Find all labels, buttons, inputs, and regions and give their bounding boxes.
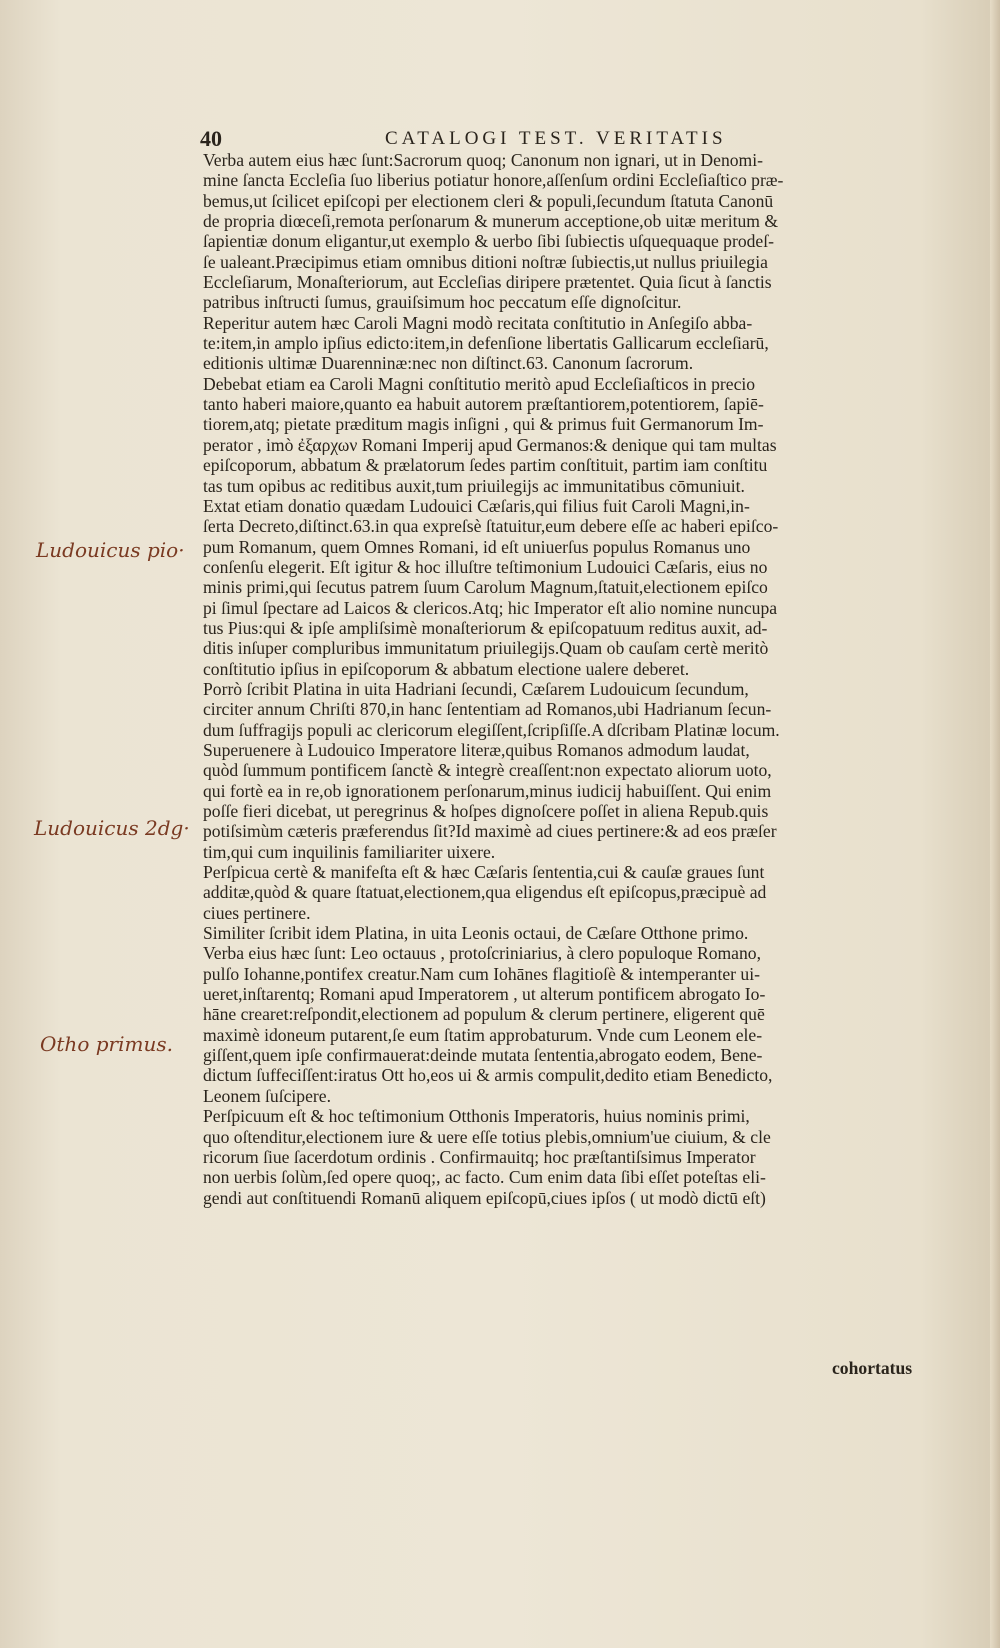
text-line: ſerta Decreto,diſtinct.63.in qua expreſsè ſtatuitur,eum debere eſſe ac haberi epiſco- [203,516,779,537]
margin-note-otho-primus: Otho primus. [40,1032,173,1056]
text-line: Verba eius hæc ſunt: Leo octauus , protoſcriniarius, à clero populoque Romano, [203,943,761,964]
text-line: Leonem ſuſcipere. [203,1085,331,1106]
text-line: perator , imò ἐξαρχων Romani Imperij apud Germanos:& denique qui tam multas [203,434,777,455]
text-line: dum ſuffragijs populi ac clericorum elegiſſent,ſcripſiſſe.A dſcribam Platinæ locum. [203,719,780,740]
text-line: editionis ultimæ Duarenninæ:nec non diſtinct.63. Canonum ſacrorum. [203,353,694,374]
text-line: maximè idoneum putarent,ſe eum ſtatim approbaturum. Vnde cum Leonem ele- [203,1024,763,1045]
text-line: mine ſancta Eccleſia ſuo liberius potiatur honore,aſſenſum ordini Eccleſiaſtico præ- [203,170,784,191]
text-line: conſtitutio ipſius in epiſcoporum & abbatum electione ualere deberet. [203,658,690,679]
text-line: ditis inſuper compluribus immunitatum priuilegijs.Quam ob cauſam certè meritò [203,638,769,659]
text-line: pulſo Iohanne,pontifex creatur.Nam cum Iohānes flagitioſè & intemperanter ui- [203,963,760,984]
text-line: ricorum ſiue ſacerdotum ordinis . Confirmauitq; hoc præſtantiſsimus Imperator [203,1146,756,1167]
text-line: tanto haberi maiore,quanto ea habuit autorem præſtantiorem,potentiorem, ſapiē- [203,394,764,415]
text-line: qui fortè ea in re,ob ignorationem perſonarum,minus iudicij habuiſſent. Qui enim [203,780,772,801]
text-line: minis primi,qui ſecutus patrem ſuum Carolum Magnum,ſtatuit,electionem epiſco [203,577,768,598]
text-line: pi ſimul ſpectare ad Laicos & clericos.Atq; hic Imperator eſt alio nomine nuncupa [203,597,778,618]
text-line: Debebat etiam ea Caroli Magni conſtitutio meritò apud Eccleſiaſticos in precio [203,373,756,394]
text-line: Reperitur autem hæc Caroli Magni modò recitata conſtitutio in Anſegiſo abba- [203,312,753,333]
text-line: de propria diœceſi,remota perſonarum & munerum acceptione,ob uitæ meritum & [203,211,779,232]
text-line: additæ,quòd & quare ſtatuat,electionem,qua eligendus eſt epiſcopus,præcipuè ad [203,882,767,903]
text-line: Porrò ſcribit Platina in uita Hadriani ſecundi, Cæſarem Ludouicum ſecundum, [203,678,749,699]
text-line: tas tum opibus ac reditibus auxit,tum priuilegijs ac immunitatibus cōmuniuit. [203,475,745,496]
page-edge [990,0,1000,1648]
text-line: bemus,ut ſcilicet epiſcopi per electionem cleri & populi,ſecundum ſtatuta Canonū [203,190,774,211]
text-line: dictum ſuffeciſſent:iratus Ott ho,eos ui & armis compulit,dedito etiam Benedicto, [203,1065,773,1086]
text-line: ſapientiæ donum eligantur,ut exemplo & uerbo ſibi ſubiectis uſquequaque prodeſ- [203,231,774,252]
text-line: quo oſtenditur,electionem iure & uere eſſe totius plebis,omnium'ue ciuium, & cle [203,1126,771,1147]
text-line: Eccleſiarum, Monaſteriorum, aut Eccleſias diripere prætentet. Quia ſicut à ſanctis [203,272,772,293]
text-line: poſſe fieri dicebat, ut peregrinus & hoſpes dignoſcere poſſet in aliena Repub.quis [203,801,769,821]
margin-note-ludovicus-secundus: Ludouicus 2dg· [34,816,190,840]
running-head: CATALOGI TEST. VERITATIS [385,128,727,149]
page-number: 40 [200,126,222,151]
text-line: giſſent,quem ipſe confirmauerat:deinde mutata ſententia,abrogato eodem, Bene- [203,1045,763,1066]
text-line: Verba autem eius hæc ſunt:Sacrorum quoq; Canonum non ignari, ut in Denomi- [203,150,763,170]
text-line: gendi aut conſtituendi Romanū aliquem epiſcopū,ciues ipſos ( ut modò dictū eſt) [203,1187,766,1208]
text-line: tus Pius:qui & ipſe ampliſsimè monaſteriorum & epiſcopatuum reditus auxit, ad- [203,617,768,638]
text-line: circiter annum Chriſti 870,in hanc ſententiam ad Romanos,ubi Hadrianum ſecun- [203,699,772,720]
text-line: tim,qui cum inquilinis familiariter uixere. [203,841,496,862]
text-line: non uerbis ſolùm,ſed opere quoq;, ac facto. Cum enim data ſibi eſſet poteſtas eli- [203,1167,766,1188]
text-line: pum Romanum, quem Omnes Romani, id eſt uniuerſus populus Romanus uno [203,536,751,557]
margin-note-ludovicus-pius: Ludouicus pio· [36,538,185,562]
text-line: ciues pertinere. [203,902,311,923]
text-line: quòd ſummum pontificem ſanctè & integrè creaſſent:non expectato aliorum uoto, [203,760,772,781]
text-line: Similiter ſcribit idem Platina, in uita Leonis octaui, de Cæſare Otthone primo. [203,923,749,944]
text-line: epiſcoporum, abbatum & prælatorum ſedes partim conſtituit, partim iam conſtitu [203,455,768,476]
text-line: ſe ualeant.Præcipimus etiam omnibus ditioni noſtræ ſubiectis,ut nullus priuilegia [203,251,768,272]
text-line: hāne crearet:reſpondit,electionem ad populum & clerum pertinere, eligerent quē [203,1004,765,1025]
text-line: Perſpicua certè & manifeſta eſt & hæc Cæſaris ſententia,cui & cauſæ graues ſunt [203,862,765,883]
catchword: cohortatus [832,1358,913,1378]
text-line: Superuenere à Ludouico Imperatore literæ,quibus Romanos admodum laudat, [203,739,750,760]
text-line: ueret,inſtarentq; Romani apud Imperatorem , ut alterum pontificem abrogato Io- [203,984,766,1005]
text-line: te:item,in amplo ipſius edicto:item,in defenſione libertatis Gallicarum eccleſiarū, [203,333,769,354]
text-line: potiſsimùm cæteris præferendus ſit?Id maximè ad ciues pertinere:& ad eos præſer [203,821,777,842]
text-line: conſenſu elegerit. Eſt igitur & hoc illuſtre teſtimonium Ludouici Cæſaris, eius no [203,556,768,577]
text-line: Perſpicuum eſt & hoc teſtimonium Otthonis Imperatoris, huius nominis primi, [203,1106,750,1127]
text-line: Extat etiam donatio quædam Ludouici Cæſaris,qui filius fuit Caroli Magni,in- [203,495,750,516]
text-line: tiorem,atq; pietate præditum magis inſigni , qui & primus fuit Germanorum Im- [203,414,764,435]
text-line: patribus inſtructi ſumus, grauiſsimum hoc peccatum eſſe dignoſcitur. [203,292,682,313]
body-text [203,150,950,1208]
